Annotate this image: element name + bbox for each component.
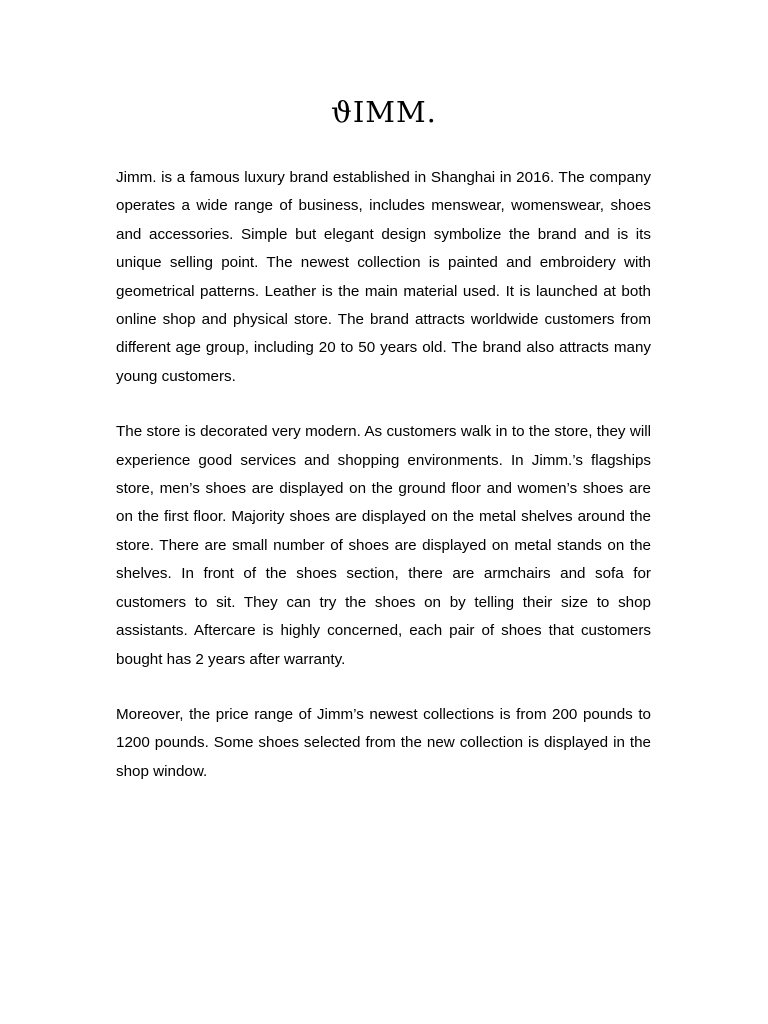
brand-logo-title: ϑIMM. [331, 95, 437, 129]
paragraph-store-description: The store is decorated very modern. As customers walk in to the store, they will experience good services and shopping environments. In Jimm.’s flagships store, men’s shoes are displayed on the ground floor and women’s shoes are on the first floor. Majority shoes are displayed on the metal shelves around the store. There are small number of shoes are displayed on metal stands on the shelves. In front of the shoes section, there are armchairs and sofa for customers to sit. They can try the shoes on by telling their size to shop assistants. Aftercare is highly concerned, each pair of shoes that customers bought has 2 years after warranty. [116, 423, 651, 668]
paragraph-price-range: Moreover, the price range of Jimm’s newest collections is from 200 pounds to 1200 pounds. Some shoes selected from the new collection is displayed in the shop window. [116, 705, 651, 780]
paragraph-brand-intro: Jimm. is a famous luxury brand established in Shanghai in 2016. The company operates a wide range of business, includes menswear, womenswear, shoes and accessories. Simple but elegant design symbolize the brand and is its unique selling point. The newest collection is painted and embroidery with geometrical patterns. Leather is the main material used. It is launched at both online shop and physical store. The brand attracts worldwide customers from different age group, including 20 to 50 years old. The brand also attracts many young customers. [116, 169, 651, 385]
document-body [116, 164, 651, 813]
